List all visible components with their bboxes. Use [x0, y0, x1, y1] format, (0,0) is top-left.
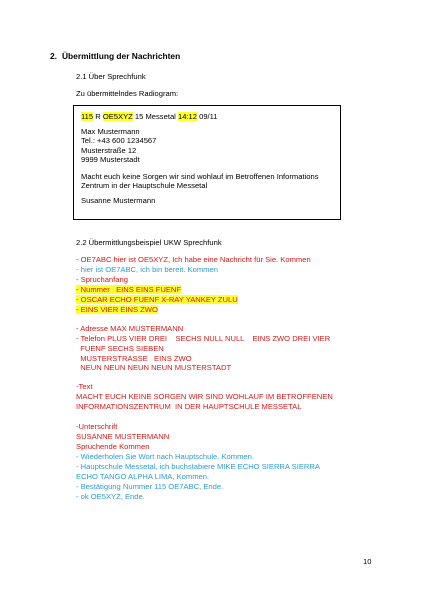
dialogue-line: - Bestätigung Nummer 115 OE7ABC, Ende.	[76, 482, 224, 491]
dialogue-line: MACHT EUCH KEINE SORGEN WIR SIND WOHLAUF IM BETROFFENEN	[76, 392, 333, 401]
radiogram-header	[81, 112, 218, 121]
dialogue-line: - EINS VIER EINS ZWO	[76, 305, 158, 314]
dialogue-line: SUSANNE MUSTERMANN	[76, 432, 170, 441]
message-line-2: Zentrum in der Hauptschule Messetal	[81, 181, 208, 191]
address-phone: Tel.: +43 600 1234567	[81, 136, 157, 146]
radiogram-callsign: OE5XYZ	[102, 112, 133, 121]
dialogue-line: - OSCAR ECHO FUENF X-RAY YANKEY ZULU	[76, 295, 238, 304]
radiogram-address	[81, 127, 156, 165]
subsection-title-1: 2.1 Über Sprechfunk	[76, 72, 146, 81]
dialogue-line: - ok OE5XYZ, Ende.	[76, 492, 145, 501]
dialogue-line: INFORMATIONSZENTRUM IN DER HAUPTSCHULE MESSETAL	[76, 402, 302, 411]
dialogue-line: FUENF SECHS SIEBEN	[76, 344, 164, 353]
dialogue-line: - Hauptschule Messetal, ich buchstabiere MIKE ECHO SIERRA SIERRA	[76, 462, 320, 471]
section-title: Übermittlung der Nachrichten	[62, 51, 181, 61]
dialogue-line: -Text	[76, 382, 93, 391]
radiogram-number: 115	[81, 112, 94, 121]
address-street: Musterstraße 12	[81, 145, 137, 155]
address-name: Max Mustermann	[81, 127, 140, 136]
message-line-1: Macht euch keine Sorgen wir sind wohlauf im Betroffenen Informations	[81, 172, 319, 181]
dialogue-line: NEUN NEUN NEUN NEUN MUSTERSTADT	[76, 363, 232, 372]
subsection-title-2: 2.2 Übermittlungsbeispiel UKW Sprechfunk	[76, 238, 222, 247]
radiogram-message	[81, 172, 319, 191]
dialogue-line: - Nummer EINS EINS FUENF	[76, 285, 182, 294]
radiogram-box	[73, 105, 341, 220]
radiogram-date: 09/11	[196, 112, 218, 121]
address-city: 9999 Musterstadt	[81, 155, 140, 165]
dialogue-line: Spruchende Kommen	[76, 442, 150, 451]
radiogram-time: 14:12	[177, 112, 197, 121]
radiogram-signature: Susanne Mustermann	[81, 196, 156, 205]
radiogram-origin: 15 Messetal	[132, 112, 178, 121]
dialogue-line: - Adresse MAX MUSTERMANN	[76, 324, 184, 333]
dialogue-line: - Spruchanfang	[76, 275, 128, 284]
dialogue-line: - hier ist OE7ABC, ich bin bereit. Kommen	[74, 265, 218, 274]
dialogue-line: - Telefon PLUS VIER DREI SECHS NULL NULL EINS ZWO DREI VIER	[76, 334, 331, 343]
dialogue-line: - Wiederholen Sie Wort nach Hauptschule. Kommen.	[76, 452, 254, 461]
dialogue-line: -Unterschrift	[76, 422, 118, 431]
dialogue-line: - OE7ABC hier ist OE5XYZ, Ich habe eine Nachricht für Sie. Kommen	[76, 255, 311, 264]
dialogue-line: MUSTERSTRASSE EINS ZWO	[76, 354, 192, 363]
dialogue-line: ECHO TANGO ALPHA LIMA, Kommen.	[76, 472, 210, 481]
radiogram-intro: Zu übermittelndes Radiogram:	[76, 89, 179, 98]
page-number: 10	[363, 557, 372, 566]
radiogram-priority: R	[93, 112, 103, 121]
section-number: 2.	[50, 51, 57, 61]
